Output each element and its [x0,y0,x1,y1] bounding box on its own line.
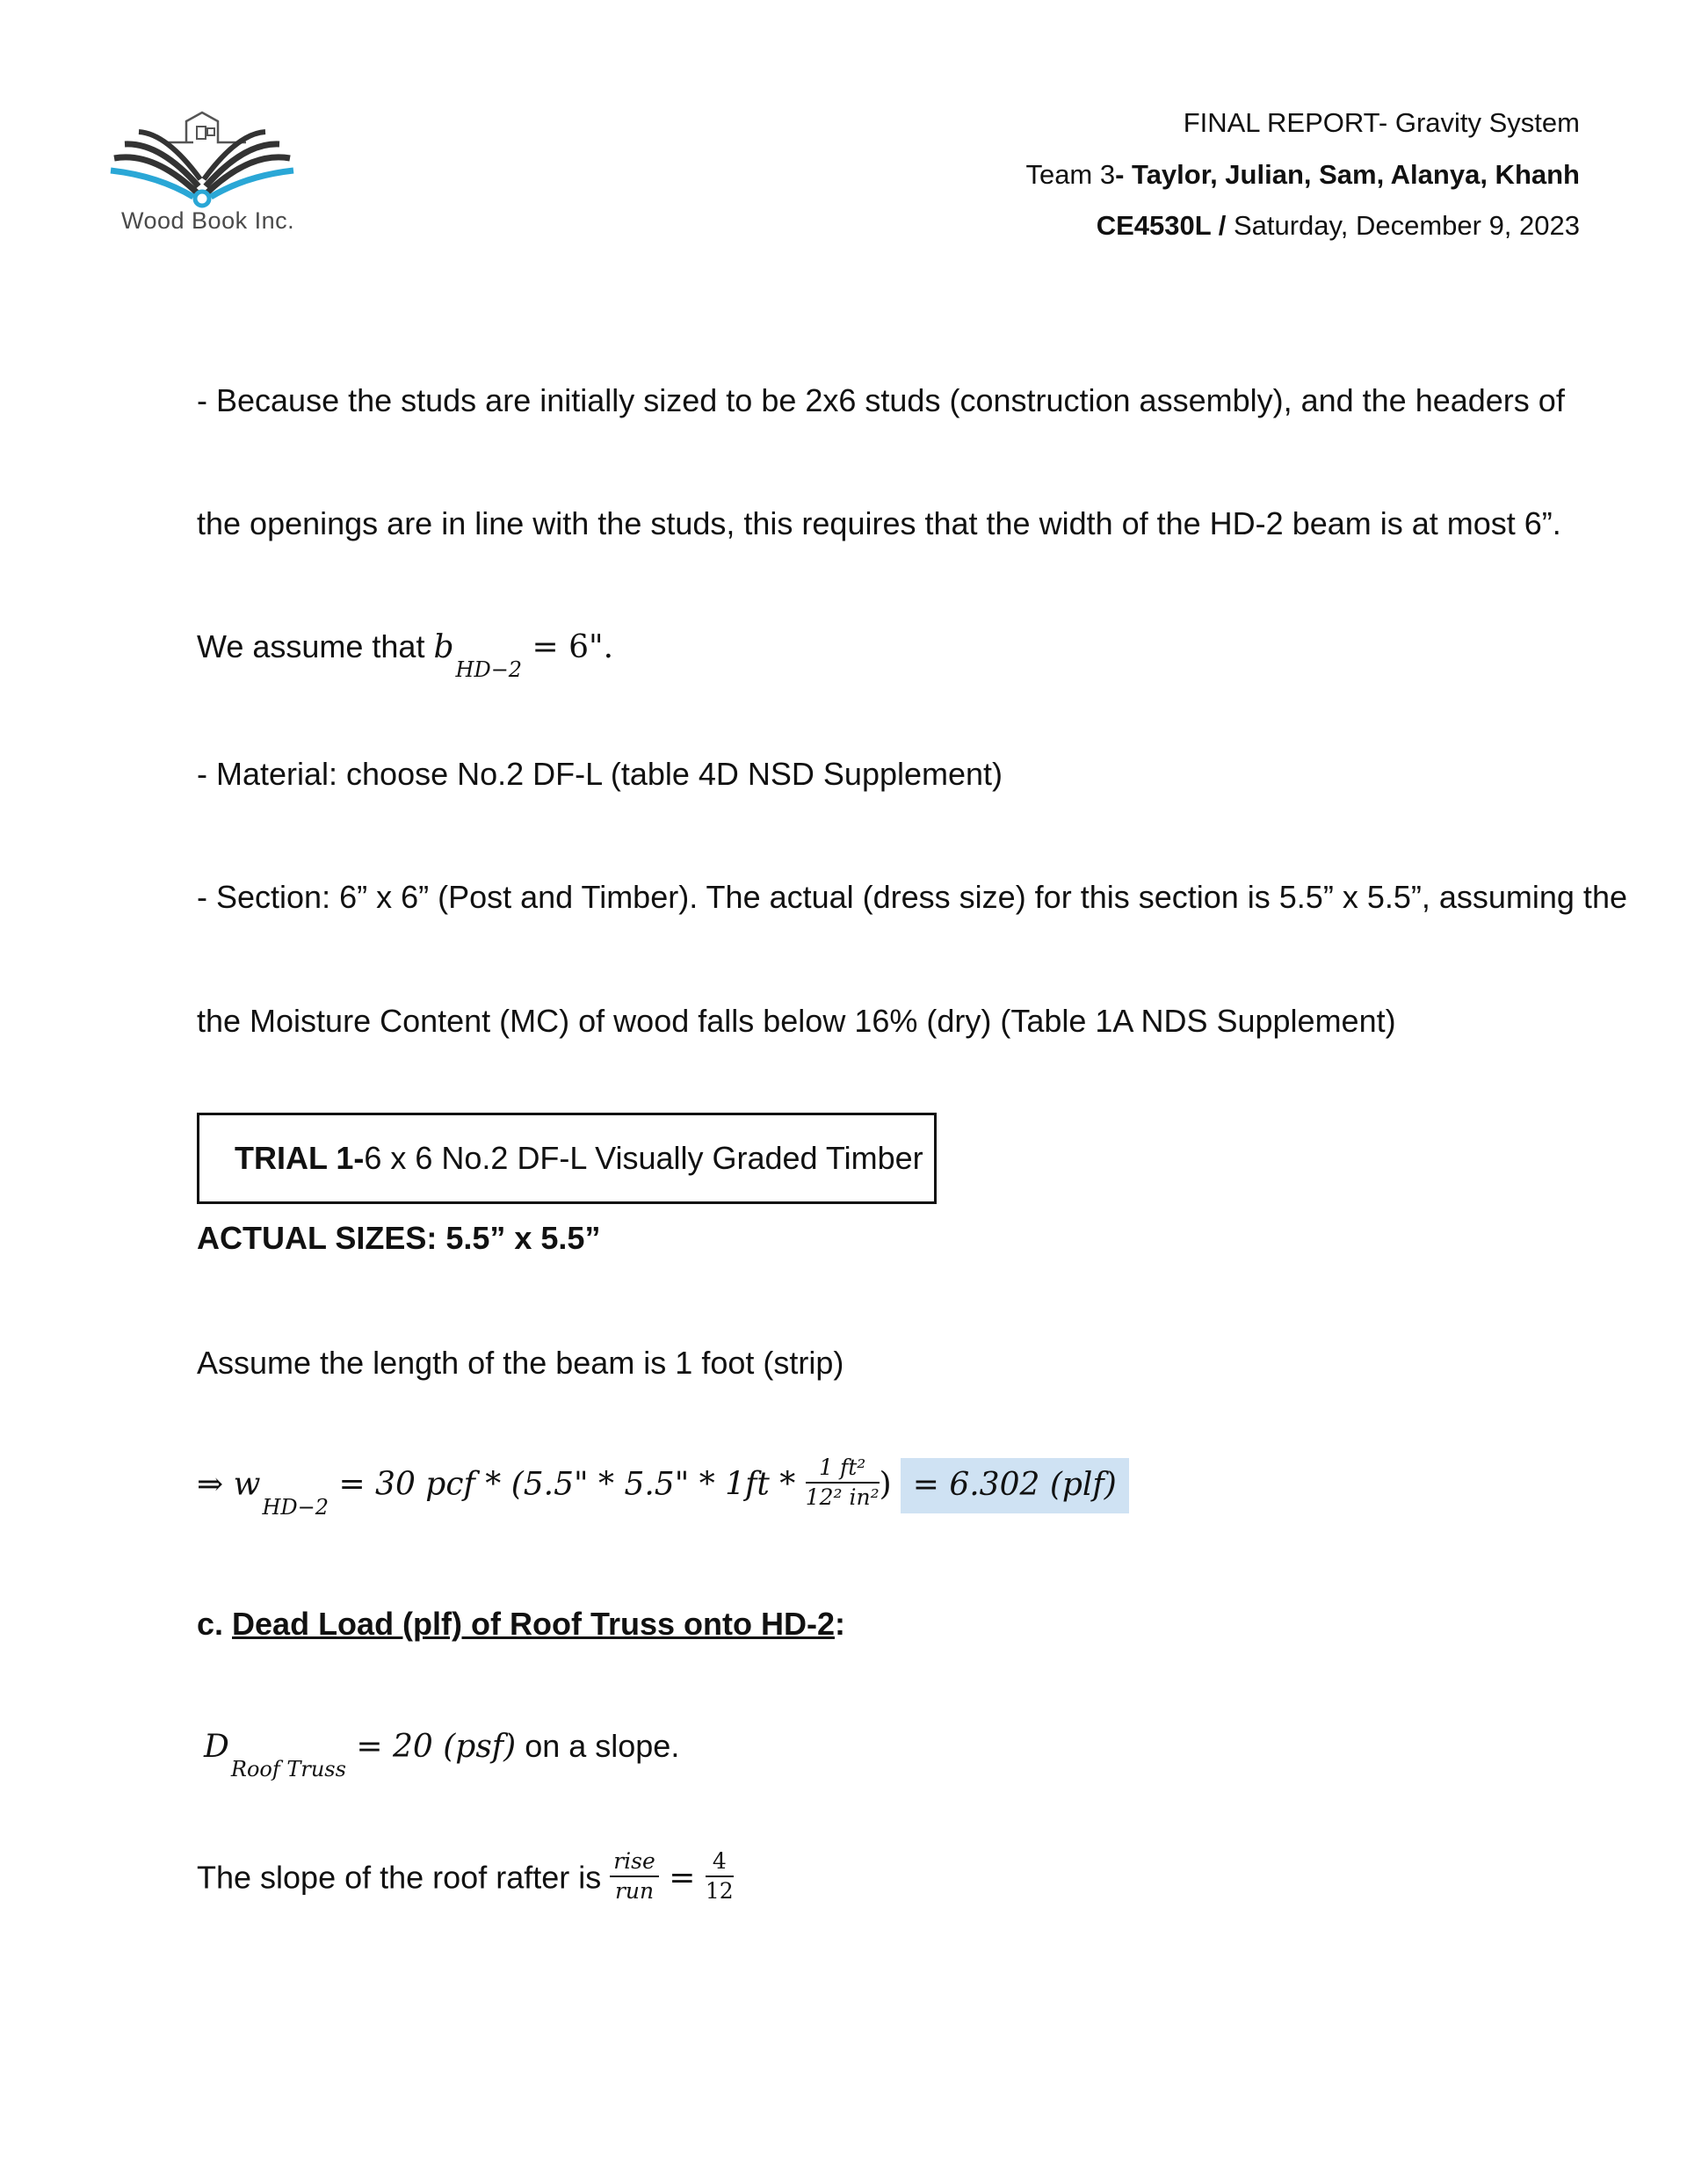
self-weight-equation: ⇒ $w_{HD-2} = 30$ pcf * (5.5" * 5.5" * 1ft * $\frac{\text{1 ft²}}{\text{12² in²}}$ ) = 6.302 (plf) [197,1459,1129,1513]
slope-line: The slope of the roof rafter is $\frac{\text{rise}}{\text{run}}$ = $\frac{4}{12}$ [197,1848,734,1904]
trial-box: TRIAL 1- 6 x 6 No.2 DF-L Visually Graded Timber [197,1113,937,1204]
material-line: - Material: choose No.2 DF-L (table 4D NSD Supplement) [197,756,1003,792]
slope-value-fraction: $\frac{4}{12}$ [705,1848,734,1904]
paragraph-line: the openings are in line with the studs, this requires that the width of the HD-2 beam is at most 6”. [197,505,1561,541]
unit-fraction: $\frac{\text{1 ft²}}{\text{12² in²}}$ [805,1455,880,1510]
section-line: - Section: 6” x 6” (Post and Timber). The actual (dress size) for this section is 5.5” x 5.5”, assuming the [197,879,1627,915]
report-title: FINAL REPORT- Gravity System [1183,107,1580,138]
course-date-line: CE4530L / Saturday, December 9, 2023 [1096,210,1580,241]
assumption-line: We assume that $b_{HD-2} = 6$". [197,628,614,682]
dead-load-equation: $D_{Roof Truss} = 20$ (psf) on a slope. [204,1728,680,1781]
section-line: the Moisture Content (MC) of wood falls below 16% (dry) (Table 1A NDS Supplement) [197,1003,1396,1039]
team-line: Team 3- Taylor, Julian, Sam, Alanya, Khanh [1025,159,1580,190]
assume-length-line: Assume the length of the beam is 1 foot (strip) [197,1345,844,1381]
section-c-heading: c. Dead Load (plf) of Roof Truss onto HD-2: [197,1606,845,1642]
rise-run-fraction: $\frac{\text{rise}}{\text{run}}$ [610,1849,659,1904]
actual-sizes-heading: ACTUAL SIZES: 5.5” x 5.5” [197,1220,601,1256]
result-highlight: = 6.302 (plf) [901,1458,1129,1513]
paragraph-line: - Because the studs are initially sized to be 2x6 studs (construction assembly), and the headers of [197,382,1565,418]
logo-wordmark: Wood Book Inc. [121,207,295,234]
